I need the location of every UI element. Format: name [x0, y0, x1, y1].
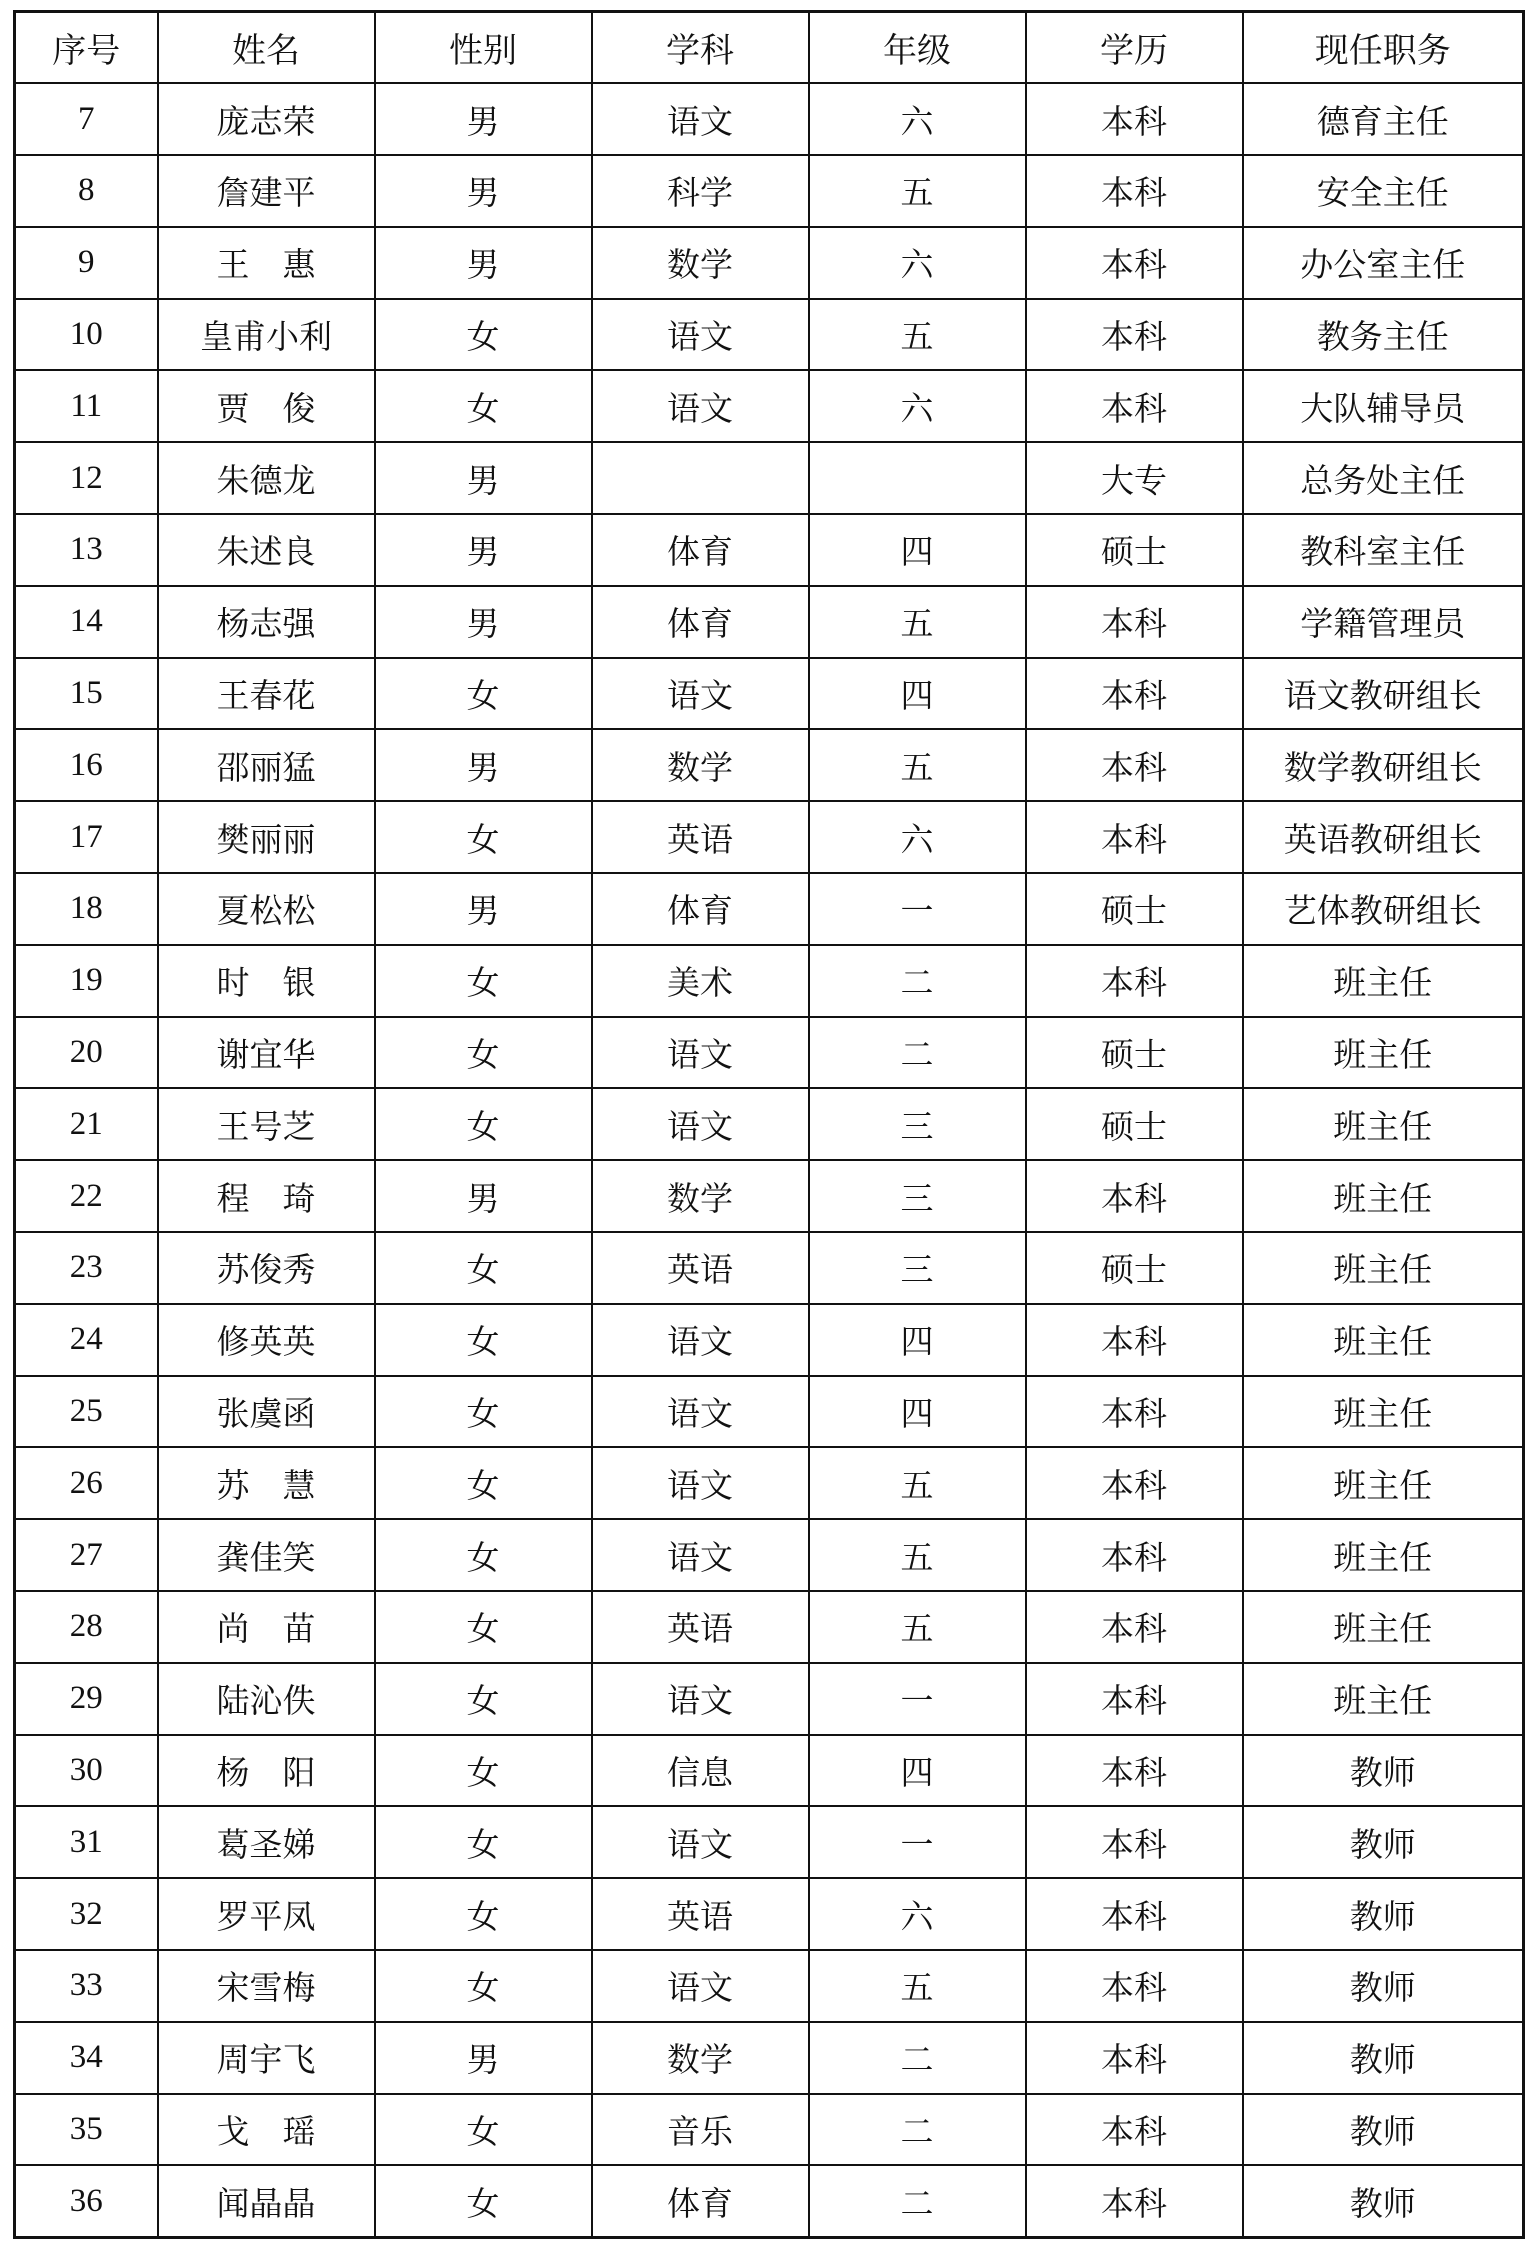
cell-position: 学籍管理员 — [1243, 586, 1524, 658]
cell-education: 本科 — [1026, 1591, 1243, 1663]
table-row — [15, 299, 1524, 371]
cell-subject: 语文 — [592, 1806, 809, 1878]
cell-name: 杨志强 — [158, 586, 375, 658]
cell-name: 王号芝 — [158, 1088, 375, 1160]
cell-position: 英语教研组长 — [1243, 801, 1524, 873]
cell-education: 本科 — [1026, 227, 1243, 299]
cell-position: 班主任 — [1243, 1304, 1524, 1376]
cell-grade: 四 — [809, 1735, 1026, 1807]
table-row — [15, 2022, 1524, 2094]
cell-index: 17 — [15, 801, 158, 873]
staff-table — [13, 10, 1525, 2239]
cell-education: 本科 — [1026, 299, 1243, 371]
cell-index: 29 — [15, 1663, 158, 1735]
cell-gender: 女 — [375, 945, 592, 1017]
cell-education: 本科 — [1026, 1735, 1243, 1807]
table-row — [15, 2165, 1524, 2237]
table-row — [15, 1447, 1524, 1519]
cell-education: 本科 — [1026, 658, 1243, 730]
cell-name: 修英英 — [158, 1304, 375, 1376]
cell-name: 周宇飞 — [158, 2022, 375, 2094]
cell-subject: 音乐 — [592, 2094, 809, 2166]
cell-gender: 女 — [375, 2165, 592, 2237]
cell-grade: 五 — [809, 1447, 1026, 1519]
cell-gender: 女 — [375, 1591, 592, 1663]
cell-subject: 科学 — [592, 155, 809, 227]
header-grade: 年级 — [809, 12, 1026, 84]
header-subject: 学科 — [592, 12, 809, 84]
cell-index: 7 — [15, 83, 158, 155]
cell-subject: 语文 — [592, 1376, 809, 1448]
cell-position: 班主任 — [1243, 1519, 1524, 1591]
cell-gender: 女 — [375, 1017, 592, 1089]
cell-education: 本科 — [1026, 801, 1243, 873]
cell-education: 硕士 — [1026, 514, 1243, 586]
cell-subject: 体育 — [592, 514, 809, 586]
cell-grade: 五 — [809, 729, 1026, 801]
cell-subject: 语文 — [592, 1017, 809, 1089]
cell-subject: 语文 — [592, 1304, 809, 1376]
cell-gender: 女 — [375, 1447, 592, 1519]
cell-subject: 体育 — [592, 2165, 809, 2237]
cell-index: 16 — [15, 729, 158, 801]
table-row — [15, 1950, 1524, 2022]
cell-position: 数学教研组长 — [1243, 729, 1524, 801]
cell-gender: 男 — [375, 586, 592, 658]
cell-position: 教师 — [1243, 2022, 1524, 2094]
cell-index: 26 — [15, 1447, 158, 1519]
cell-grade: 三 — [809, 1088, 1026, 1160]
cell-index: 28 — [15, 1591, 158, 1663]
cell-index: 23 — [15, 1232, 158, 1304]
cell-index: 9 — [15, 227, 158, 299]
cell-subject: 语文 — [592, 658, 809, 730]
cell-gender: 女 — [375, 1088, 592, 1160]
cell-position: 教师 — [1243, 2165, 1524, 2237]
cell-index: 11 — [15, 370, 158, 442]
cell-education: 本科 — [1026, 1376, 1243, 1448]
header-position: 现任职务 — [1243, 12, 1524, 84]
cell-index: 22 — [15, 1160, 158, 1232]
cell-position: 教师 — [1243, 1735, 1524, 1807]
cell-gender: 女 — [375, 1304, 592, 1376]
cell-gender: 女 — [375, 1806, 592, 1878]
cell-name: 皇甫小利 — [158, 299, 375, 371]
cell-position: 教师 — [1243, 1878, 1524, 1950]
cell-gender: 男 — [375, 2022, 592, 2094]
cell-position: 班主任 — [1243, 1447, 1524, 1519]
cell-name: 戈 瑶 — [158, 2094, 375, 2166]
cell-name: 闻晶晶 — [158, 2165, 375, 2237]
cell-education: 本科 — [1026, 1950, 1243, 2022]
cell-grade: 一 — [809, 873, 1026, 945]
cell-name: 詹建平 — [158, 155, 375, 227]
cell-gender: 女 — [375, 1950, 592, 2022]
cell-gender: 女 — [375, 1663, 592, 1735]
cell-position: 教科室主任 — [1243, 514, 1524, 586]
cell-name: 葛圣娣 — [158, 1806, 375, 1878]
table-row — [15, 658, 1524, 730]
cell-gender: 女 — [375, 1376, 592, 1448]
cell-gender: 男 — [375, 83, 592, 155]
cell-grade: 六 — [809, 801, 1026, 873]
cell-subject: 英语 — [592, 1878, 809, 1950]
cell-name: 龚佳笑 — [158, 1519, 375, 1591]
cell-position: 艺体教研组长 — [1243, 873, 1524, 945]
cell-name: 朱德龙 — [158, 442, 375, 514]
cell-position: 班主任 — [1243, 1376, 1524, 1448]
cell-index: 12 — [15, 442, 158, 514]
cell-position: 语文教研组长 — [1243, 658, 1524, 730]
table-row — [15, 729, 1524, 801]
table-row — [15, 1735, 1524, 1807]
table-row — [15, 1878, 1524, 1950]
cell-index: 15 — [15, 658, 158, 730]
cell-grade: 二 — [809, 2094, 1026, 2166]
cell-name: 苏俊秀 — [158, 1232, 375, 1304]
cell-index: 36 — [15, 2165, 158, 2237]
cell-education: 本科 — [1026, 2022, 1243, 2094]
cell-subject: 信息 — [592, 1735, 809, 1807]
cell-name: 夏松松 — [158, 873, 375, 945]
cell-education: 硕士 — [1026, 1017, 1243, 1089]
table-row — [15, 801, 1524, 873]
cell-subject: 英语 — [592, 1591, 809, 1663]
cell-name: 谢宜华 — [158, 1017, 375, 1089]
cell-name: 王春花 — [158, 658, 375, 730]
cell-grade: 三 — [809, 1232, 1026, 1304]
cell-subject: 语文 — [592, 83, 809, 155]
cell-grade: 五 — [809, 1519, 1026, 1591]
cell-name: 王 惠 — [158, 227, 375, 299]
cell-grade: 四 — [809, 658, 1026, 730]
table-row — [15, 1519, 1524, 1591]
cell-gender: 女 — [375, 370, 592, 442]
cell-position: 德育主任 — [1243, 83, 1524, 155]
cell-position: 教师 — [1243, 1806, 1524, 1878]
cell-name: 朱述良 — [158, 514, 375, 586]
cell-subject — [592, 442, 809, 514]
table-row — [15, 370, 1524, 442]
cell-education: 本科 — [1026, 1519, 1243, 1591]
cell-gender: 女 — [375, 2094, 592, 2166]
cell-subject: 数学 — [592, 1160, 809, 1232]
cell-grade: 二 — [809, 945, 1026, 1017]
cell-education: 大专 — [1026, 442, 1243, 514]
table-row — [15, 227, 1524, 299]
cell-name: 张虞函 — [158, 1376, 375, 1448]
table-body — [15, 83, 1524, 2237]
cell-grade: 五 — [809, 1950, 1026, 2022]
cell-subject: 数学 — [592, 729, 809, 801]
cell-education: 本科 — [1026, 2165, 1243, 2237]
header-education: 学历 — [1026, 12, 1243, 84]
cell-position: 班主任 — [1243, 1663, 1524, 1735]
cell-index: 20 — [15, 1017, 158, 1089]
cell-name: 尚 苗 — [158, 1591, 375, 1663]
cell-education: 本科 — [1026, 1160, 1243, 1232]
cell-index: 14 — [15, 586, 158, 658]
table-row — [15, 1017, 1524, 1089]
cell-education: 本科 — [1026, 1878, 1243, 1950]
cell-index: 10 — [15, 299, 158, 371]
cell-index: 25 — [15, 1376, 158, 1448]
cell-education: 硕士 — [1026, 873, 1243, 945]
cell-name: 程 琦 — [158, 1160, 375, 1232]
table-row — [15, 873, 1524, 945]
cell-position: 总务处主任 — [1243, 442, 1524, 514]
cell-education: 本科 — [1026, 1304, 1243, 1376]
table-row — [15, 83, 1524, 155]
cell-position: 教务主任 — [1243, 299, 1524, 371]
cell-subject: 数学 — [592, 2022, 809, 2094]
table-header-row — [15, 12, 1524, 84]
cell-index: 13 — [15, 514, 158, 586]
cell-grade: 六 — [809, 370, 1026, 442]
cell-education: 本科 — [1026, 729, 1243, 801]
table-row — [15, 586, 1524, 658]
cell-name: 邵丽猛 — [158, 729, 375, 801]
cell-index: 27 — [15, 1519, 158, 1591]
cell-gender: 男 — [375, 442, 592, 514]
cell-position: 班主任 — [1243, 1591, 1524, 1663]
cell-subject: 语文 — [592, 1950, 809, 2022]
table-row — [15, 1232, 1524, 1304]
cell-gender: 男 — [375, 227, 592, 299]
cell-subject: 体育 — [592, 586, 809, 658]
cell-index: 35 — [15, 2094, 158, 2166]
cell-position: 班主任 — [1243, 945, 1524, 1017]
cell-grade: 六 — [809, 83, 1026, 155]
cell-grade: 一 — [809, 1806, 1026, 1878]
table-row — [15, 1376, 1524, 1448]
cell-position: 教师 — [1243, 2094, 1524, 2166]
table-row — [15, 442, 1524, 514]
cell-index: 19 — [15, 945, 158, 1017]
cell-grade: 五 — [809, 155, 1026, 227]
table-row — [15, 945, 1524, 1017]
cell-grade: 六 — [809, 227, 1026, 299]
cell-grade: 四 — [809, 514, 1026, 586]
cell-grade — [809, 442, 1026, 514]
cell-name: 宋雪梅 — [158, 1950, 375, 2022]
cell-index: 30 — [15, 1735, 158, 1807]
table-row — [15, 1663, 1524, 1735]
cell-subject: 语文 — [592, 1663, 809, 1735]
table-row — [15, 2094, 1524, 2166]
cell-education: 本科 — [1026, 370, 1243, 442]
cell-subject: 美术 — [592, 945, 809, 1017]
cell-subject: 语文 — [592, 299, 809, 371]
cell-name: 陆沁佚 — [158, 1663, 375, 1735]
cell-subject: 语文 — [592, 370, 809, 442]
cell-gender: 女 — [375, 1232, 592, 1304]
table-row — [15, 1304, 1524, 1376]
cell-index: 32 — [15, 1878, 158, 1950]
cell-grade: 二 — [809, 2022, 1026, 2094]
cell-grade: 二 — [809, 2165, 1026, 2237]
cell-education: 硕士 — [1026, 1088, 1243, 1160]
cell-gender: 女 — [375, 299, 592, 371]
cell-subject: 体育 — [592, 873, 809, 945]
cell-grade: 五 — [809, 299, 1026, 371]
cell-grade: 五 — [809, 586, 1026, 658]
cell-position: 安全主任 — [1243, 155, 1524, 227]
cell-education: 本科 — [1026, 1806, 1243, 1878]
table-row — [15, 1591, 1524, 1663]
cell-subject: 语文 — [592, 1088, 809, 1160]
cell-name: 庞志荣 — [158, 83, 375, 155]
cell-index: 31 — [15, 1806, 158, 1878]
cell-index: 33 — [15, 1950, 158, 2022]
cell-position: 班主任 — [1243, 1160, 1524, 1232]
cell-subject: 语文 — [592, 1519, 809, 1591]
cell-gender: 男 — [375, 1160, 592, 1232]
cell-index: 18 — [15, 873, 158, 945]
cell-gender: 男 — [375, 729, 592, 801]
cell-index: 34 — [15, 2022, 158, 2094]
cell-index: 8 — [15, 155, 158, 227]
cell-name: 时 银 — [158, 945, 375, 1017]
cell-subject: 英语 — [592, 801, 809, 873]
cell-education: 本科 — [1026, 155, 1243, 227]
cell-education: 本科 — [1026, 1663, 1243, 1735]
cell-subject: 英语 — [592, 1232, 809, 1304]
cell-name: 苏 慧 — [158, 1447, 375, 1519]
header-name: 姓名 — [158, 12, 375, 84]
cell-education: 本科 — [1026, 945, 1243, 1017]
cell-gender: 男 — [375, 514, 592, 586]
cell-position: 大队辅导员 — [1243, 370, 1524, 442]
cell-subject: 语文 — [592, 1447, 809, 1519]
cell-grade: 四 — [809, 1304, 1026, 1376]
cell-education: 本科 — [1026, 2094, 1243, 2166]
cell-gender: 女 — [375, 1878, 592, 1950]
cell-education: 本科 — [1026, 586, 1243, 658]
cell-grade: 四 — [809, 1376, 1026, 1448]
cell-name: 杨 阳 — [158, 1735, 375, 1807]
cell-index: 24 — [15, 1304, 158, 1376]
cell-name: 罗平凤 — [158, 1878, 375, 1950]
cell-position: 教师 — [1243, 1950, 1524, 2022]
cell-education: 本科 — [1026, 83, 1243, 155]
table-row — [15, 155, 1524, 227]
cell-education: 本科 — [1026, 1447, 1243, 1519]
cell-education: 硕士 — [1026, 1232, 1243, 1304]
cell-position: 办公室主任 — [1243, 227, 1524, 299]
table-row — [15, 1088, 1524, 1160]
cell-gender: 女 — [375, 1735, 592, 1807]
cell-position: 班主任 — [1243, 1088, 1524, 1160]
table-row — [15, 514, 1524, 586]
table-row — [15, 1160, 1524, 1232]
cell-name: 樊丽丽 — [158, 801, 375, 873]
cell-grade: 二 — [809, 1017, 1026, 1089]
cell-gender: 男 — [375, 155, 592, 227]
cell-grade: 三 — [809, 1160, 1026, 1232]
cell-gender: 女 — [375, 658, 592, 730]
cell-grade: 五 — [809, 1591, 1026, 1663]
cell-grade: 一 — [809, 1663, 1026, 1735]
cell-gender: 男 — [375, 873, 592, 945]
header-gender: 性别 — [375, 12, 592, 84]
cell-gender: 女 — [375, 1519, 592, 1591]
cell-name: 贾 俊 — [158, 370, 375, 442]
cell-subject: 数学 — [592, 227, 809, 299]
cell-grade: 六 — [809, 1878, 1026, 1950]
cell-gender: 女 — [375, 801, 592, 873]
header-index: 序号 — [15, 12, 158, 84]
table-row — [15, 1806, 1524, 1878]
cell-position: 班主任 — [1243, 1017, 1524, 1089]
cell-position: 班主任 — [1243, 1232, 1524, 1304]
cell-index: 21 — [15, 1088, 158, 1160]
